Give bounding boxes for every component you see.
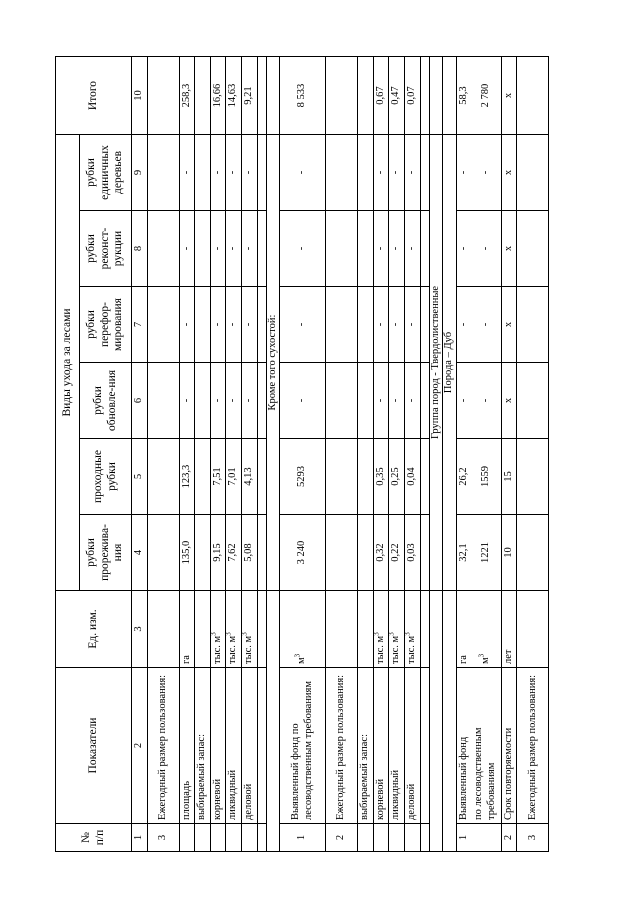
value-cell: 32,1 xyxy=(456,515,471,591)
value-cell xyxy=(326,439,358,515)
col-number: 1 xyxy=(132,824,148,852)
value-cell: 3 240 xyxy=(280,515,326,591)
section-row xyxy=(429,57,443,852)
row-number: 2 xyxy=(326,824,358,852)
value-cell: 7,51 xyxy=(210,439,226,515)
unit-cell: га xyxy=(456,591,471,668)
spacer-cell xyxy=(257,211,266,287)
spacer-cell xyxy=(257,439,266,515)
unit-cell: тыс. $м^3$ xyxy=(210,591,226,668)
total-cell: 9,21 xyxy=(241,57,257,135)
spacer-cell xyxy=(257,591,266,668)
spacer-cell xyxy=(257,287,266,363)
unit-cell: тыс. $м^3$ xyxy=(389,591,405,668)
row-number xyxy=(195,824,211,852)
header-type: рубки реконст-рукции xyxy=(80,211,132,287)
indicator-name: корневой xyxy=(210,668,226,824)
header-type: рубки перефор-мирования xyxy=(80,287,132,363)
indicator-name: деловой xyxy=(404,668,420,824)
value-cell xyxy=(147,135,179,211)
table-body xyxy=(56,57,549,852)
value-cell: 5293 xyxy=(280,439,326,515)
header-type: проходные рубки xyxy=(80,439,132,515)
superscript-three: 3 xyxy=(224,632,233,636)
row-number xyxy=(358,824,374,852)
unit-cell xyxy=(326,591,358,668)
value-cell: - xyxy=(456,211,471,287)
value-cell: - xyxy=(241,287,257,363)
spacer-cell xyxy=(420,515,429,591)
total-cell: х xyxy=(501,57,517,135)
section-row xyxy=(443,57,457,852)
col-number: 3 xyxy=(132,591,148,668)
section-spacer xyxy=(266,57,280,135)
value-cell: 15 xyxy=(501,439,517,515)
value-cell: х xyxy=(501,363,517,439)
spacer-cell xyxy=(420,439,429,515)
total-cell xyxy=(517,57,549,135)
spacer-cell xyxy=(257,668,266,824)
value-cell: - xyxy=(471,135,501,211)
spacer-cell xyxy=(257,135,266,211)
table-row xyxy=(389,57,405,852)
spacer-cell xyxy=(420,135,429,211)
unit-cell: тыс. $м^3$ xyxy=(226,591,242,668)
row-number xyxy=(471,824,501,852)
value-cell: - xyxy=(226,363,242,439)
indicator-name: по лесоводственным требованиям xyxy=(471,668,501,824)
value-cell: - xyxy=(373,211,389,287)
value-cell: - xyxy=(241,135,257,211)
value-cell: - xyxy=(404,211,420,287)
unit-cell xyxy=(358,591,374,668)
indicator-name: площадь xyxy=(179,668,195,824)
value-cell: 10 xyxy=(501,515,517,591)
value-cell: 0,32 xyxy=(373,515,389,591)
value-cell: 0,35 xyxy=(373,439,389,515)
value-cell: - xyxy=(389,363,405,439)
indicator-name: Срок повторяемости xyxy=(501,668,517,824)
col-number: 2 xyxy=(132,668,148,824)
header-indicators: Показатели xyxy=(56,668,132,824)
value-cell: - xyxy=(210,363,226,439)
value-cell xyxy=(358,439,374,515)
table-row xyxy=(226,57,242,852)
table-row xyxy=(471,57,501,852)
value-cell xyxy=(517,515,549,591)
unit-cell: тыс. $м^3$ xyxy=(404,591,420,668)
table-row xyxy=(195,57,211,852)
value-cell: - xyxy=(373,363,389,439)
value-cell xyxy=(147,287,179,363)
spacer-cell xyxy=(257,515,266,591)
section-species-group: Группа пород - Твердолиственные xyxy=(429,135,443,591)
total-cell: 8 533 xyxy=(280,57,326,135)
unit-cell: тыс. $м^3$ xyxy=(373,591,389,668)
value-cell: - xyxy=(280,135,326,211)
value-cell xyxy=(195,287,211,363)
value-cell: - xyxy=(471,287,501,363)
spacer-cell xyxy=(420,668,429,824)
table-row xyxy=(280,57,326,852)
value-cell xyxy=(326,515,358,591)
indicator-name: деловой xyxy=(241,668,257,824)
value-cell: 5,08 xyxy=(241,515,257,591)
spacer-cell xyxy=(257,363,266,439)
value-cell xyxy=(147,363,179,439)
total-cell: 14,63 xyxy=(226,57,242,135)
row-number: 2 xyxy=(501,824,517,852)
value-cell: 0,03 xyxy=(404,515,420,591)
col-number: 9 xyxy=(132,135,148,211)
value-cell xyxy=(195,135,211,211)
value-cell: 4,13 xyxy=(241,439,257,515)
value-cell xyxy=(517,211,549,287)
value-cell: - xyxy=(456,135,471,211)
row-number xyxy=(389,824,405,852)
value-cell: х xyxy=(501,287,517,363)
unit-cell xyxy=(147,591,179,668)
row-number: 3 xyxy=(147,824,179,852)
value-cell xyxy=(326,135,358,211)
value-cell xyxy=(326,211,358,287)
header-unit: Ед. изм. xyxy=(56,591,132,668)
row-number xyxy=(210,824,226,852)
section-row xyxy=(266,57,280,852)
value-cell: - xyxy=(210,211,226,287)
row-number: 3 xyxy=(517,824,549,852)
superscript-three: 3 xyxy=(403,632,412,636)
spacer-cell xyxy=(420,591,429,668)
value-cell: 26,2 xyxy=(456,439,471,515)
indicator-name: Ежегодный размер пользования: xyxy=(326,668,358,824)
row-number xyxy=(179,824,195,852)
value-cell: - xyxy=(389,211,405,287)
row-number xyxy=(226,824,242,852)
header-total: Итого xyxy=(56,57,132,135)
row-number xyxy=(404,824,420,852)
value-cell xyxy=(358,287,374,363)
col-number: 8 xyxy=(132,211,148,287)
value-cell: - xyxy=(226,135,242,211)
header-num: № п/п xyxy=(56,824,132,852)
table-row xyxy=(517,57,549,852)
total-cell: 16,66 xyxy=(210,57,226,135)
spacer-row xyxy=(420,57,429,852)
unit-cell: тыс. $м^3$ xyxy=(241,591,257,668)
spacer-cell xyxy=(420,287,429,363)
indicator-name: Ежегодный размер пользования: xyxy=(147,668,179,824)
value-cell xyxy=(358,363,374,439)
table-row xyxy=(358,57,374,852)
value-cell: - xyxy=(280,363,326,439)
value-cell: 123,3 xyxy=(179,439,195,515)
value-cell: х xyxy=(501,211,517,287)
value-cell xyxy=(517,287,549,363)
table-row xyxy=(147,57,179,852)
value-cell xyxy=(147,515,179,591)
header-type: рубки прорежива-ния xyxy=(80,515,132,591)
row-number xyxy=(241,824,257,852)
total-cell: 0,47 xyxy=(389,57,405,135)
unit-cell: лет xyxy=(501,591,517,668)
spacer-cell xyxy=(420,824,429,852)
superscript-three: 3 xyxy=(293,653,302,658)
unit-cell: $м^3$ xyxy=(280,591,326,668)
superscript-three: 3 xyxy=(477,653,486,658)
col-number: 6 xyxy=(132,363,148,439)
superscript-three: 3 xyxy=(387,632,396,636)
value-cell xyxy=(358,515,374,591)
row-number: 1 xyxy=(456,824,471,852)
spacer-row xyxy=(257,57,266,852)
indicator-name: ликвидный xyxy=(226,668,242,824)
table-row xyxy=(501,57,517,852)
indicator-name: Выявленный фонд по лесоводственным требованиям xyxy=(280,668,326,824)
total-cell xyxy=(147,57,179,135)
col-number: 4 xyxy=(132,515,148,591)
column-number-row xyxy=(132,57,148,852)
value-cell: 135,0 xyxy=(179,515,195,591)
value-cell: - xyxy=(404,135,420,211)
total-cell: 58,3 xyxy=(456,57,471,135)
spacer-cell xyxy=(257,57,266,135)
indicator-name: Выявленный фонд xyxy=(456,668,471,824)
value-cell xyxy=(326,287,358,363)
row-number: 1 xyxy=(280,824,326,852)
value-cell: - xyxy=(471,363,501,439)
table-row xyxy=(241,57,257,852)
unit-cell: $м^3$ xyxy=(471,591,501,668)
value-cell: - xyxy=(280,211,326,287)
value-cell: 0,22 xyxy=(389,515,405,591)
value-cell: - xyxy=(210,135,226,211)
value-cell: 0,04 xyxy=(404,439,420,515)
value-cell: - xyxy=(471,211,501,287)
section-dry-trees: Кроме того сухостой: xyxy=(266,135,280,591)
total-cell: 0,67 xyxy=(373,57,389,135)
value-cell: - xyxy=(456,363,471,439)
rotated-table-page xyxy=(55,57,569,852)
value-cell: 0,25 xyxy=(389,439,405,515)
value-cell: - xyxy=(179,287,195,363)
unit-cell xyxy=(195,591,211,668)
value-cell xyxy=(358,211,374,287)
total-cell: 2 780 xyxy=(471,57,501,135)
spacer-cell xyxy=(420,363,429,439)
table-row xyxy=(456,57,471,852)
value-cell: х xyxy=(501,135,517,211)
value-cell: - xyxy=(179,211,195,287)
unit-cell xyxy=(517,591,549,668)
section-spacer xyxy=(443,591,457,852)
value-cell xyxy=(195,515,211,591)
section-spacer xyxy=(429,591,443,852)
spacer-cell xyxy=(420,211,429,287)
value-cell: - xyxy=(456,287,471,363)
spacer-cell xyxy=(420,57,429,135)
total-cell xyxy=(326,57,358,135)
value-cell: 7,01 xyxy=(226,439,242,515)
value-cell xyxy=(517,439,549,515)
value-cell xyxy=(517,135,549,211)
col-number: 5 xyxy=(132,439,148,515)
superscript-three: 3 xyxy=(209,632,218,636)
value-cell xyxy=(147,211,179,287)
value-cell: - xyxy=(373,287,389,363)
section-breed: Порода – Дуб xyxy=(443,135,457,591)
row-number xyxy=(373,824,389,852)
value-cell: - xyxy=(280,287,326,363)
header-type: рубки единичных деревьев xyxy=(80,135,132,211)
value-cell: - xyxy=(373,135,389,211)
value-cell: 9,15 xyxy=(210,515,226,591)
unit-cell: га xyxy=(179,591,195,668)
value-cell: - xyxy=(226,287,242,363)
table-row xyxy=(179,57,195,852)
value-cell xyxy=(195,363,211,439)
spacer-cell xyxy=(257,824,266,852)
total-cell xyxy=(358,57,374,135)
section-spacer xyxy=(266,591,280,852)
indicator-name: выбираемый запас: xyxy=(195,668,211,824)
section-spacer xyxy=(443,57,457,135)
indicator-name: выбираемый запас: xyxy=(358,668,374,824)
value-cell: - xyxy=(389,287,405,363)
indicator-name: корневой xyxy=(373,668,389,824)
superscript-three: 3 xyxy=(240,632,249,636)
value-cell: - xyxy=(226,211,242,287)
value-cell: - xyxy=(241,363,257,439)
forest-care-table xyxy=(55,56,549,852)
value-cell: - xyxy=(404,287,420,363)
table-row xyxy=(404,57,420,852)
header-type: рубки обновле-ния xyxy=(80,363,132,439)
value-cell: - xyxy=(404,363,420,439)
value-cell xyxy=(358,135,374,211)
total-cell: 258,3 xyxy=(179,57,195,135)
superscript-three: 3 xyxy=(372,632,381,636)
header-types-group: Виды ухода за лесами xyxy=(56,135,80,591)
value-cell: - xyxy=(179,363,195,439)
col-number: 10 xyxy=(132,57,148,135)
table-row xyxy=(373,57,389,852)
section-spacer xyxy=(429,57,443,135)
indicator-name: ликвидный xyxy=(389,668,405,824)
value-cell: - xyxy=(210,287,226,363)
value-cell: 1559 xyxy=(471,439,501,515)
value-cell xyxy=(517,363,549,439)
col-number: 7 xyxy=(132,287,148,363)
total-cell: 0,07 xyxy=(404,57,420,135)
value-cell: - xyxy=(179,135,195,211)
value-cell: - xyxy=(389,135,405,211)
table-row xyxy=(326,57,358,852)
table-row xyxy=(210,57,226,852)
value-cell: 7,62 xyxy=(226,515,242,591)
value-cell xyxy=(195,439,211,515)
value-cell xyxy=(147,439,179,515)
value-cell: 1221 xyxy=(471,515,501,591)
total-cell xyxy=(195,57,211,135)
value-cell xyxy=(195,211,211,287)
value-cell xyxy=(326,363,358,439)
value-cell: - xyxy=(241,211,257,287)
indicator-name: Ежегодный размер пользования: xyxy=(517,668,549,824)
